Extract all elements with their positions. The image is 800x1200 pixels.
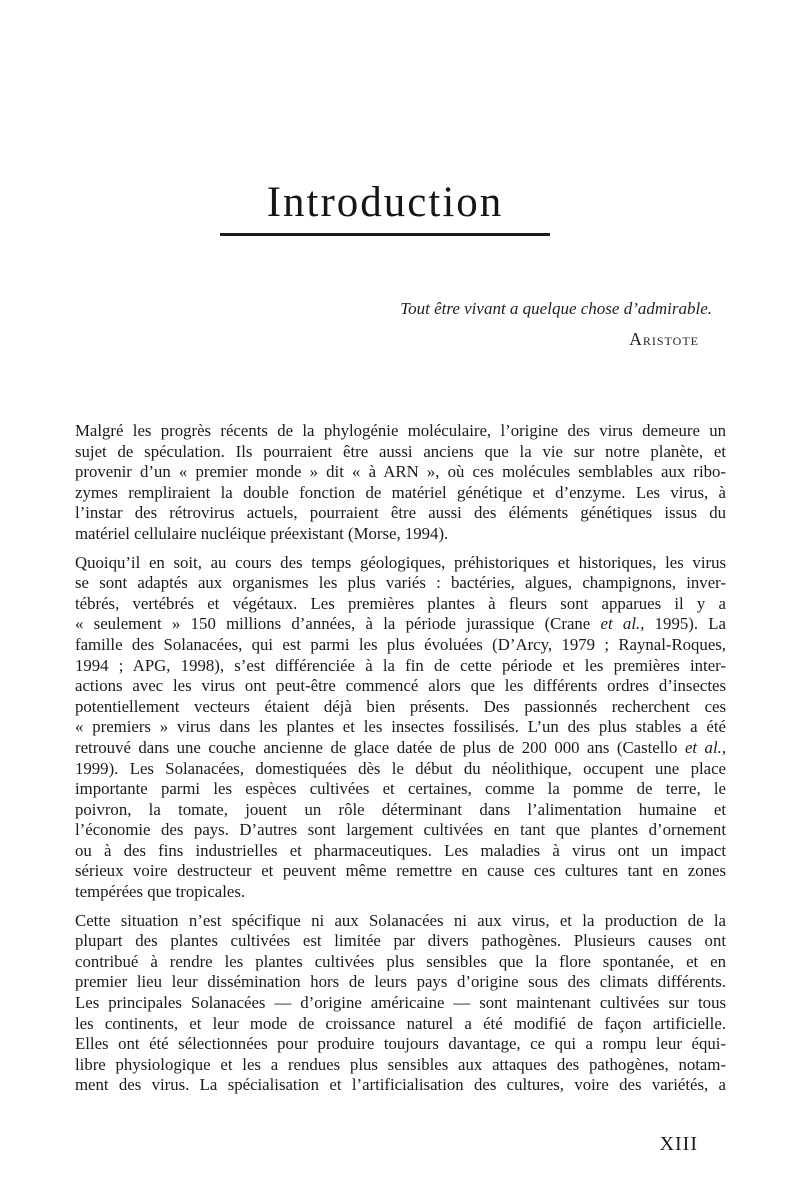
- text-segment: Quoiqu’il en soit, au cours des temps géologiques, préhistoriques et historiques, les virus: [75, 552, 726, 572]
- text-line: [75, 594, 726, 615]
- text-segment: les continents, et leur mode de croissance naturel a été modifié de façon artificielle.: [75, 1013, 726, 1033]
- text-segment: l’économie des pays. D’autres sont largement cultivées en tant que plantes d’ornement: [75, 820, 726, 840]
- text-segment: potentiellement vecteurs étaient déjà bien présents. Des passionnés recherchent ces: [75, 696, 726, 716]
- text-segment: zymes rempliraient la double fonction de matériel génétique et d’enzyme. Les virus, à: [75, 482, 726, 502]
- text-line: [75, 841, 726, 862]
- text-line: [75, 503, 726, 524]
- text-segment: poivron, la tomate, jouent un rôle déterminant dans l’alimentation humaine et: [75, 799, 726, 819]
- text-line: [75, 882, 726, 903]
- italic-text-segment: et al.: [600, 614, 641, 634]
- text-segment: provenir d’un « premier monde » dit « à ARN », où ces molécules semblables aux ribo-: [75, 462, 726, 482]
- text-segment: importante parmi les espèces cultivées et certaines, comme la pomme de terre, le: [75, 779, 726, 799]
- text-line: [75, 676, 726, 697]
- text-line: [75, 635, 726, 656]
- paragraph: [75, 911, 726, 1096]
- text-line: [75, 421, 726, 442]
- italic-text-segment: et al.: [684, 737, 722, 757]
- text-line: [75, 1034, 726, 1055]
- paragraph: [75, 421, 726, 545]
- text-line: [75, 614, 726, 635]
- text-segment: libre physiologique et les a rendues plus sensibles aux attaques des pathogènes, notam-: [75, 1054, 726, 1074]
- text-line: [75, 656, 726, 677]
- text-segment: Malgré les progrès récents de la phylogénie moléculaire, l’origine des virus demeure un: [75, 421, 726, 440]
- text-line: [75, 820, 726, 841]
- text-line: [75, 993, 726, 1014]
- text-segment: , 1995). La: [640, 614, 726, 634]
- text-line: [75, 800, 726, 821]
- text-segment: 1994 ; APG, 1998), s’est différenciée à la fin de cette période et les premières inter-: [75, 655, 726, 675]
- text-line: [75, 759, 726, 780]
- paragraph: [75, 553, 726, 903]
- text-line: [75, 1055, 726, 1076]
- text-line: [75, 483, 726, 504]
- text-line: [75, 779, 726, 800]
- text-segment: famille des Solanacées, qui est parmi les plus évoluées (D’Arcy, 1979 ; Raynal-Roques,: [75, 634, 726, 654]
- chapter-title-block: [220, 180, 550, 236]
- text-segment: ou à des fins industrielles et pharmaceutiques. Les maladies à virus ont un impact: [75, 840, 726, 860]
- text-segment: contribué à rendre les plantes cultivées plus sensibles que la flore spontanée, et en: [75, 951, 726, 971]
- text-segment: Cette situation n’est spécifique ni aux Solanacées ni aux virus, et la production de la: [75, 910, 726, 930]
- text-line: [75, 462, 726, 483]
- text-line: [75, 738, 726, 759]
- text-segment: 1999). Les Solanacées, domestiquées dès le début du néolithique, occupent une place: [75, 758, 726, 778]
- page-number: XIII: [659, 1133, 698, 1155]
- text-line: [75, 553, 726, 574]
- epigraph-author: Aristote: [629, 329, 699, 349]
- text-line: [75, 697, 726, 718]
- text-line: [75, 861, 726, 882]
- text-segment: retrouvé dans une couche ancienne de glace datée de plus de 200 000 ans (Castello: [75, 737, 685, 757]
- text-segment: ,: [721, 737, 726, 757]
- epigraph: [400, 299, 712, 350]
- text-segment: tébrés, vertébrés et végétaux. Les premières plantes à fleurs sont apparues il y a: [75, 593, 726, 613]
- text-segment: sujet de spéculation. Ils pourraient être aussi anciens que la vie sur notre planète, et: [75, 441, 726, 461]
- text-line: [75, 717, 726, 738]
- text-segment: Elles ont été sélectionnées pour produire toujours davantage, ce qui a rompu leur équi-: [75, 1034, 726, 1054]
- text-segment: sérieux voire destructeur et peuvent même remettre en cause ces cultures tant en zones: [75, 861, 726, 881]
- text-segment: plupart des plantes cultivées est limitée par divers pathogènes. Plusieurs causes ont: [75, 931, 726, 951]
- text-segment: actions avec les virus ont peut-être commencé alors que les différents ordres d’insectes: [75, 676, 726, 696]
- text-line: [75, 952, 726, 973]
- text-segment: se sont adaptés aux organismes les plus variés : bactéries, algues, champignons, inver-: [75, 573, 726, 593]
- text-segment: premier lieu leur dissémination hors de leurs pays d’origine sous des climats différents.: [75, 972, 726, 992]
- text-line: [75, 1075, 726, 1096]
- text-line: [75, 972, 726, 993]
- page-title: Introduction: [266, 179, 504, 226]
- text-line: [75, 931, 726, 952]
- text-segment: ment des virus. La spécialisation et l’artificialisation des cultures, voire des variétés, a: [75, 1075, 726, 1095]
- text-segment: tempérées que tropicales.: [75, 882, 246, 902]
- epigraph-quote: Tout être vivant a quelque chose d’admirable.: [400, 299, 712, 318]
- text-segment: matériel cellulaire nucléique préexistant (Morse, 1994).: [75, 523, 449, 543]
- text-line: [75, 442, 726, 463]
- text-line: [75, 524, 726, 545]
- text-line: [75, 1014, 726, 1035]
- text-segment: « premiers » virus dans les plantes et les insectes fossilisés. L’un des plus stables a été: [75, 717, 726, 737]
- text-segment: l’instar des rétrovirus actuels, pourraient être aussi des éléments génétiques issus du: [75, 503, 726, 523]
- text-segment: Les principales Solanacées — d’origine américaine — sont maintenant cultivées sur tous: [75, 993, 726, 1013]
- body-text: [75, 421, 726, 1096]
- text-line: [75, 911, 726, 932]
- text-line: [75, 573, 726, 594]
- text-segment: « seulement » 150 millions d’années, à la période jurassique (Crane: [75, 614, 601, 634]
